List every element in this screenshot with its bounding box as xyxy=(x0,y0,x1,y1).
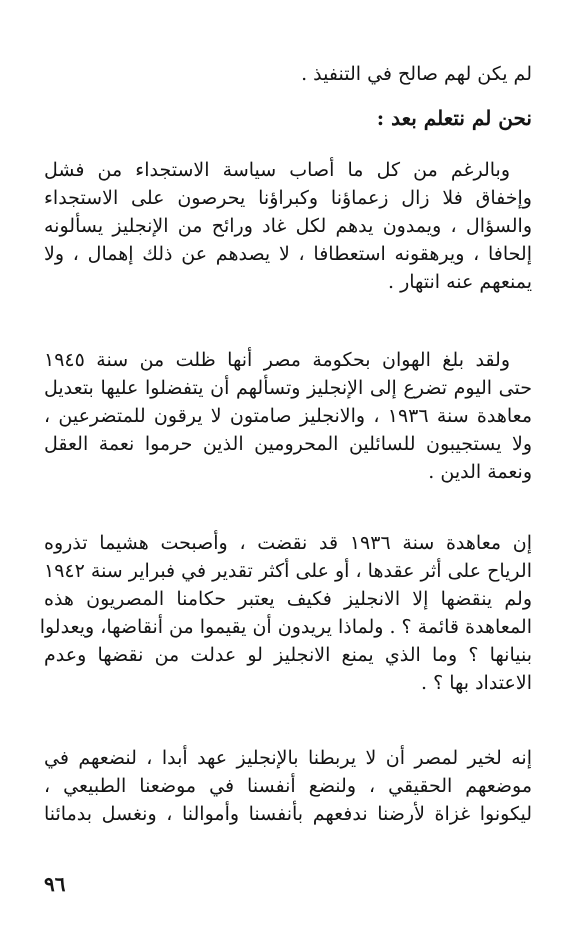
paragraph-line: موضعهم الحقيقي ، ولنضع أنفسنا في موضعنا الطبيعي ، xyxy=(44,775,532,797)
paragraph-line: الرياح على أثر عقدها ، أو على أكثر تقدير في فبراير سنة ١٩٤٢ xyxy=(44,560,532,582)
paragraph-line: ولقد بلغ الهوان بحكومة مصر أنها ظلت من سنة ١٩٤٥ xyxy=(44,349,510,371)
paragraph-line: الاعتداد بها ؟ . xyxy=(421,672,532,694)
paragraph-line: إنه لخير لمصر أن لا يربطنا بالإنجليز عهد أبدا ، لنضعهم في xyxy=(44,747,532,769)
paragraph-line: معاهدة سنة ١٩٣٦ ، والانجليز صامتون لا يرقون للمتضرعين ، xyxy=(44,405,533,427)
paragraph-line: ليكونوا غزاة لأرضنا ندفعهم بأنفسنا وأموالنا ، ونغسل بدمائنا xyxy=(44,803,532,825)
paragraph-line: بنيانها ؟ وما الذي يمنع الانجليز لو عدلت من نقضها وعدم xyxy=(44,644,532,666)
paragraph-line: والسؤال ، ويمدون يدهم لكل غاد ورائح من الإنجليز يسألونه xyxy=(44,215,532,237)
paragraph-line: ولا يستجيبون للسائلين المحرومين الذين حرموا نعمة العقل xyxy=(44,433,532,455)
paragraph-4 xyxy=(44,744,532,828)
paragraph-1 xyxy=(44,156,532,296)
paragraph-line: المعاهدة قائمة ؟ . ولماذا يريدون أن يقيموا من أنقاضها، ويعدلوا xyxy=(39,616,532,638)
paragraph-line: ونعمة الدين . xyxy=(428,461,532,483)
paragraph-line: وبالرغم من كل ما أصاب سياسة الاستجداء من فشل xyxy=(44,159,510,181)
paragraph-3 xyxy=(39,529,532,697)
section-heading: نحن لم نتعلم بعد : xyxy=(376,106,532,130)
paragraph-line: إن معاهدة سنة ١٩٣٦ قد نقضت ، وأصبحت هشيما تذروه xyxy=(44,532,532,554)
intro-block xyxy=(44,60,532,88)
intro-line: لم يكن لهم صالح في التنفيذ . xyxy=(301,63,532,85)
paragraph-line: حتى اليوم تضرع إلى الإنجليز وتسألهم أن يتفضلوا عليها بتعديل xyxy=(44,377,532,399)
paragraph-line: إلحافا ، ويرهقونه استعطافا ، لا يصدهم عن ذلك إهمال ، ولا xyxy=(44,243,532,265)
paragraph-line: وإخفاق فلا زال زعماؤنا وكبراؤنا يحرصون على الاستجداء xyxy=(44,187,532,209)
paragraph-2 xyxy=(44,346,532,486)
paragraph-line: ولم ينقضها إلا الانجليز فكيف يعتبر حكامنا المصريون هذه xyxy=(44,588,532,610)
section-heading-block xyxy=(44,104,532,132)
page-number: ٩٦ xyxy=(44,872,66,896)
paragraph-line: يمنعهم عنه انتهار . xyxy=(387,271,532,293)
